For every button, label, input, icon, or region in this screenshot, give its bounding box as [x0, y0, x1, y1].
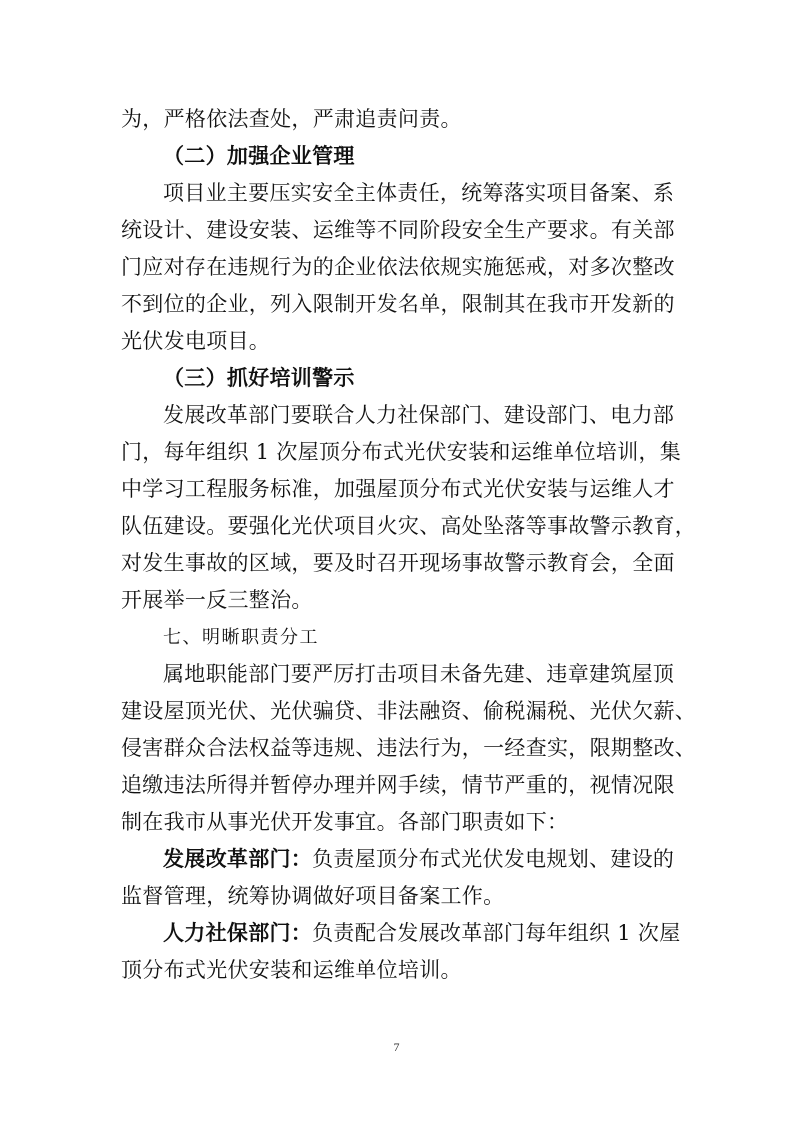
text-line: 追缴违法所得并暂停办理并网手续，情节严重的，视情况限 — [121, 773, 675, 797]
text-line: 顶分布式光伏安装和运维单位培训。 — [121, 958, 462, 982]
text-line: 发展改革部门要联合人力社保部门、建设部门、电力部 — [163, 403, 675, 427]
document-body — [121, 101, 697, 989]
text-line: 对发生事故的区域，要及时召开现场事故警示教育会，全面 — [121, 551, 675, 575]
text-line: 侵害群众合法权益等违规、违法行为，一经查实，限期整改、 — [121, 736, 697, 760]
chapter-heading-7: 七、明晰职责分工 — [163, 627, 319, 648]
text-line: 中学习工程服务标准，加强屋顶分布式光伏安装与运维人才 — [121, 477, 675, 501]
text-line: 不到位的企业，列入限制开发名单，限制其在我市开发新的 — [121, 292, 675, 316]
page-number: 7 — [393, 1040, 400, 1054]
duty-item-development-reform — [121, 841, 681, 878]
text-line: 为，严格依法查处，严肃追责问责。 — [121, 107, 462, 131]
text-line: 光伏发电项目。 — [121, 329, 271, 353]
text-line: 制在我市从事光伏开发事宜。各部门职责如下： — [121, 810, 569, 834]
section-heading-3: （三）抓好培训警示 — [163, 366, 355, 390]
duty-lead: 发展改革部门： — [163, 847, 313, 871]
text-line: 统设计、建设安装、运维等不同阶段安全生产要求。有关部 — [121, 218, 675, 242]
text-line: 门，每年组织 1 次屋顶分布式光伏安装和运维单位培训，集 — [121, 440, 682, 464]
text-line: 门应对存在违规行为的企业依法依规实施惩戒，对多次整改 — [121, 255, 675, 279]
text-line: 项目业主要压实安全主体责任，统筹落实项目备案、系 — [163, 181, 675, 205]
duty-text: 负责配合发展改革部门每年组织 1 次屋 — [312, 921, 681, 945]
text-line: 属地职能部门要严厉打击项目未备先建、违章建筑屋顶 — [163, 662, 675, 686]
duty-item-human-resources — [121, 915, 681, 952]
duty-text: 负责屋顶分布式光伏发电规划、建设的 — [312, 847, 675, 871]
text-line: 监督管理，统筹协调做好项目备案工作。 — [121, 884, 505, 908]
text-line: 开展举一反三整治。 — [121, 588, 313, 612]
duty-lead: 人力社保部门： — [163, 921, 313, 945]
text-line: 队伍建设。要强化光伏项目火灾、高处坠落等事故警示教育， — [121, 514, 697, 538]
text-line: 建设屋顶光伏、光伏骗贷、非法融资、偷税漏税、光伏欠薪、 — [121, 699, 697, 723]
section-heading-2: （二）加强企业管理 — [163, 144, 355, 168]
